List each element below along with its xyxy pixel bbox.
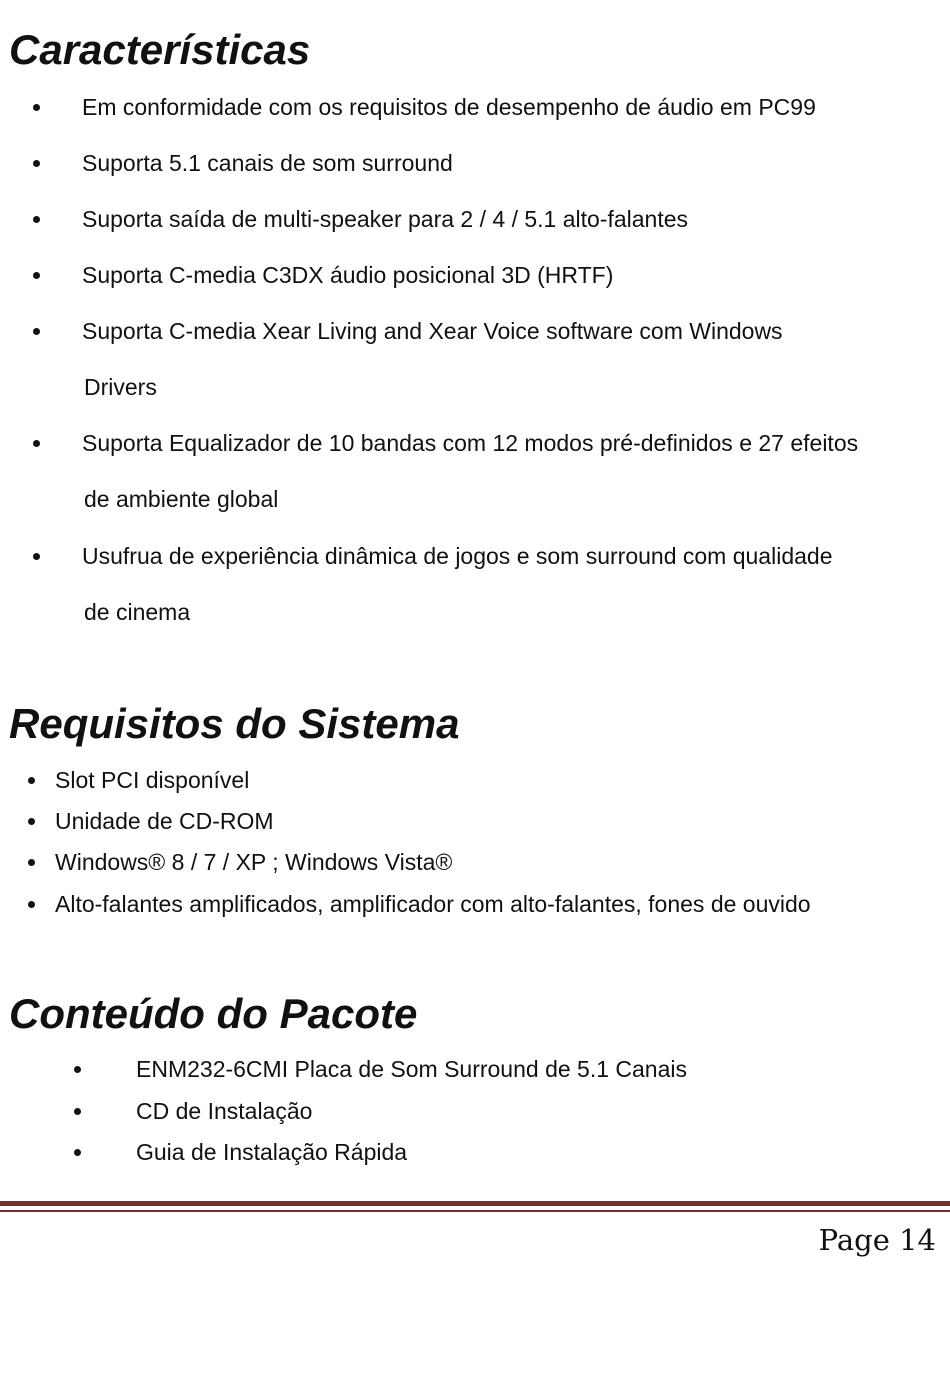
bullet-icon <box>28 818 35 825</box>
bullet-icon <box>33 104 40 111</box>
footer-divider-thick <box>0 1201 950 1206</box>
feature-item-xear: Suporta C-media Xear Living and Xear Voice software com Windows <box>82 318 783 344</box>
footer-divider-thin <box>0 1210 950 1212</box>
feature-item-gaming-continued: de cinema <box>84 599 191 625</box>
page-number: Page 14 <box>818 1223 936 1257</box>
requirement-item-pci-slot: Slot PCI disponível <box>55 767 250 793</box>
feature-item-pc99: Em conformidade com os requisitos de desempenho de áudio em PC99 <box>82 94 816 120</box>
package-item-sound-card: ENM232-6CMI Placa de Som Surround de 5.1 Canais <box>136 1056 688 1082</box>
bullet-icon <box>33 272 40 279</box>
bullet-icon <box>33 160 40 167</box>
requirement-item-windows: Windows® 8 / 7 / XP ; Windows Vista® <box>55 849 453 875</box>
requirement-item-speakers: Alto-falantes amplificados, amplificador com alto-falantes, fones de ouvido <box>55 891 811 917</box>
feature-item-xear-continued: Drivers <box>84 374 157 400</box>
bullet-icon <box>74 1066 81 1073</box>
package-item-cd: CD de Instalação <box>136 1098 313 1124</box>
feature-item-equalizer-continued: de ambiente global <box>84 486 279 512</box>
bullet-icon <box>28 901 35 908</box>
bullet-icon <box>33 553 40 560</box>
bullet-icon <box>33 216 40 223</box>
heading-requisitos: Requisitos do Sistema <box>9 700 460 747</box>
heading-caracteristicas: Características <box>9 26 311 73</box>
bullet-icon <box>33 328 40 335</box>
feature-item-surround: Suporta 5.1 canais de som surround <box>82 150 453 176</box>
feature-item-multi-speaker: Suporta saída de multi-speaker para 2 / 4 / 5.1 alto-falantes <box>82 206 689 232</box>
feature-item-c3dx: Suporta C-media C3DX áudio posicional 3D (HRTF) <box>82 262 614 288</box>
feature-item-equalizer: Suporta Equalizador de 10 bandas com 12 modos pré-definidos e 27 efeitos <box>82 430 859 456</box>
package-item-guide: Guia de Instalação Rápida <box>136 1139 408 1165</box>
bullet-icon <box>33 440 40 447</box>
bullet-icon <box>28 777 35 784</box>
feature-item-gaming: Usufrua de experiência dinâmica de jogos e som surround com qualidade <box>82 543 833 569</box>
bullet-icon <box>28 859 35 866</box>
bullet-icon <box>74 1108 81 1115</box>
heading-conteudo: Conteúdo do Pacote <box>9 990 418 1037</box>
requirement-item-cdrom: Unidade de CD-ROM <box>55 808 274 834</box>
bullet-icon <box>74 1149 81 1156</box>
